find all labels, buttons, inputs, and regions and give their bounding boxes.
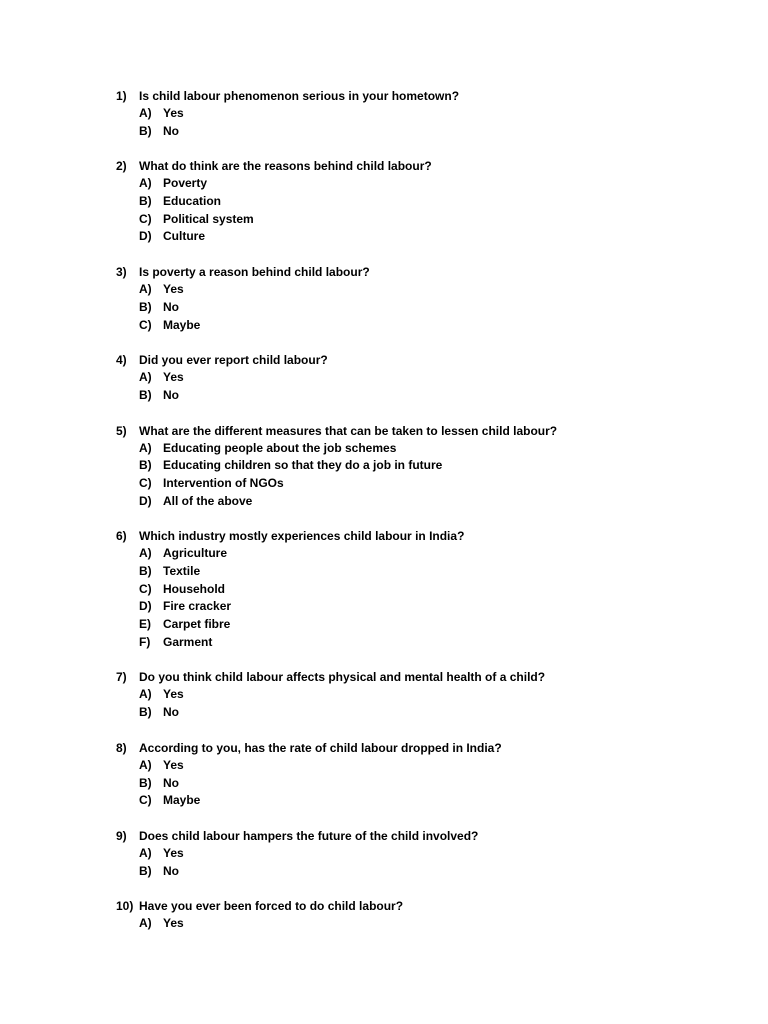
option-list — [116, 686, 736, 721]
question-block — [116, 351, 736, 404]
option-list — [116, 175, 736, 246]
question-block — [116, 527, 736, 651]
option-text: Educating children so that they do a job in future — [163, 458, 443, 473]
question-line — [116, 87, 736, 105]
question-number: 4) — [116, 353, 127, 368]
option-letter: B) — [139, 564, 152, 578]
answer-option — [116, 281, 736, 299]
option-text: Yes — [163, 845, 184, 860]
question-line — [116, 827, 736, 845]
option-text: No — [163, 123, 179, 138]
answer-option — [116, 175, 736, 193]
option-text: Carpet fibre — [163, 617, 231, 632]
question-line — [116, 668, 736, 686]
option-letter: B) — [139, 775, 152, 790]
option-letter: B) — [139, 299, 152, 314]
question-block — [116, 263, 736, 334]
question-line — [116, 351, 736, 369]
question-line — [116, 422, 736, 440]
option-text: No — [163, 863, 179, 878]
option-list — [116, 915, 736, 933]
option-letter: B) — [139, 705, 152, 720]
option-letter: A) — [139, 440, 152, 455]
question-number: 10) — [116, 899, 134, 914]
option-text: Maybe — [163, 317, 201, 332]
answer-option — [116, 863, 736, 881]
answer-option — [116, 123, 736, 141]
option-list — [116, 545, 736, 651]
answer-option — [116, 493, 736, 511]
question-block — [116, 87, 736, 140]
question-block — [116, 739, 736, 810]
option-letter: E) — [139, 617, 151, 632]
question-number: 3) — [116, 265, 127, 280]
option-text: Yes — [163, 757, 184, 772]
answer-option — [116, 545, 736, 563]
option-text: Political system — [163, 211, 254, 226]
question-text: Which industry mostly experiences child labour in India? — [139, 529, 465, 544]
question-text: Is poverty a reason behind child labour? — [139, 265, 370, 280]
answer-option — [116, 317, 736, 335]
option-text: Maybe — [163, 793, 201, 808]
answer-option — [116, 634, 736, 652]
option-list — [116, 281, 736, 334]
option-letter: B) — [139, 123, 152, 138]
option-letter: A) — [139, 687, 152, 702]
option-list — [116, 440, 736, 511]
option-text: Poverty — [163, 176, 208, 191]
option-letter: D) — [139, 493, 152, 508]
option-text: Household — [163, 581, 225, 596]
option-text: Education — [163, 194, 222, 209]
question-number: 7) — [116, 670, 127, 685]
option-letter: A) — [139, 106, 152, 120]
option-letter: D) — [139, 229, 152, 244]
option-letter: B) — [139, 387, 152, 402]
question-line — [116, 739, 736, 757]
answer-option — [116, 775, 736, 793]
question-text: Is child labour phenomenon serious in your hometown? — [139, 89, 460, 103]
option-letter: D) — [139, 599, 152, 614]
option-text: Yes — [163, 370, 184, 385]
answer-option — [116, 457, 736, 475]
question-line — [116, 527, 736, 545]
questionnaire — [116, 87, 736, 950]
answer-option — [116, 757, 736, 775]
question-block — [116, 827, 736, 880]
answer-option — [116, 616, 736, 634]
option-letter: C) — [139, 475, 152, 490]
question-text: Does child labour hampers the future of the child involved? — [139, 828, 479, 843]
option-letter: A) — [139, 546, 152, 561]
question-text: Did you ever report child labour? — [139, 353, 328, 368]
answer-option — [116, 563, 736, 581]
option-letter: B) — [139, 458, 152, 473]
answer-option — [116, 228, 736, 246]
question-text: According to you, has the rate of child labour dropped in India? — [139, 740, 502, 755]
answer-option — [116, 369, 736, 387]
question-text: Have you ever been forced to do child labour? — [139, 899, 404, 914]
option-text: Yes — [163, 687, 184, 702]
option-text: No — [163, 775, 179, 790]
option-letter: B) — [139, 194, 152, 209]
option-text: Educating people about the job schemes — [163, 440, 397, 455]
answer-option — [116, 581, 736, 599]
question-block — [116, 897, 736, 933]
option-text: Textile — [163, 564, 201, 578]
answer-option — [116, 686, 736, 704]
option-list — [116, 757, 736, 810]
question-text: What are the different measures that can be taken to lessen child labour? — [139, 423, 558, 438]
option-text: Garment — [163, 634, 213, 649]
option-letter: A) — [139, 916, 152, 931]
option-letter: A) — [139, 845, 152, 860]
option-text: Yes — [163, 106, 184, 120]
option-letter: C) — [139, 317, 152, 332]
option-text: No — [163, 299, 179, 314]
answer-option — [116, 792, 736, 810]
answer-option — [116, 440, 736, 458]
option-letter: C) — [139, 581, 152, 596]
answer-option — [116, 845, 736, 863]
option-list — [116, 105, 736, 140]
question-text: Do you think child labour affects physical and mental health of a child? — [139, 670, 546, 685]
question-number: 2) — [116, 159, 127, 174]
option-letter: A) — [139, 282, 152, 297]
question-block — [116, 422, 736, 511]
question-number: 1) — [116, 89, 127, 103]
question-block — [116, 668, 736, 721]
option-list — [116, 369, 736, 404]
question-block — [116, 157, 736, 246]
option-text: Fire cracker — [163, 599, 232, 614]
answer-option — [116, 598, 736, 616]
option-letter: C) — [139, 211, 152, 226]
option-text: Culture — [163, 229, 205, 244]
option-letter: A) — [139, 176, 152, 191]
answer-option — [116, 387, 736, 405]
answer-option — [116, 193, 736, 211]
answer-option — [116, 105, 736, 123]
option-text: No — [163, 387, 179, 402]
option-letter: C) — [139, 793, 152, 808]
question-line — [116, 157, 736, 175]
option-list — [116, 845, 736, 880]
option-text: Agriculture — [163, 546, 228, 561]
question-text: What do think are the reasons behind child labour? — [139, 159, 432, 174]
question-number: 8) — [116, 740, 127, 755]
question-number: 6) — [116, 529, 127, 544]
option-letter: A) — [139, 370, 152, 385]
answer-option — [116, 915, 736, 933]
answer-option — [116, 211, 736, 229]
option-text: Yes — [163, 282, 184, 297]
option-text: Yes — [163, 916, 184, 931]
answer-option — [116, 299, 736, 317]
option-text: Intervention of NGOs — [163, 475, 284, 490]
question-number: 5) — [116, 423, 127, 438]
question-line — [116, 897, 736, 915]
option-letter: B) — [139, 863, 152, 878]
answer-option — [116, 704, 736, 722]
option-text: No — [163, 705, 179, 720]
option-letter: F) — [139, 634, 151, 649]
option-text: All of the above — [163, 493, 253, 508]
option-letter: A) — [139, 757, 152, 772]
question-number: 9) — [116, 828, 127, 843]
answer-option — [116, 475, 736, 493]
question-line — [116, 263, 736, 281]
